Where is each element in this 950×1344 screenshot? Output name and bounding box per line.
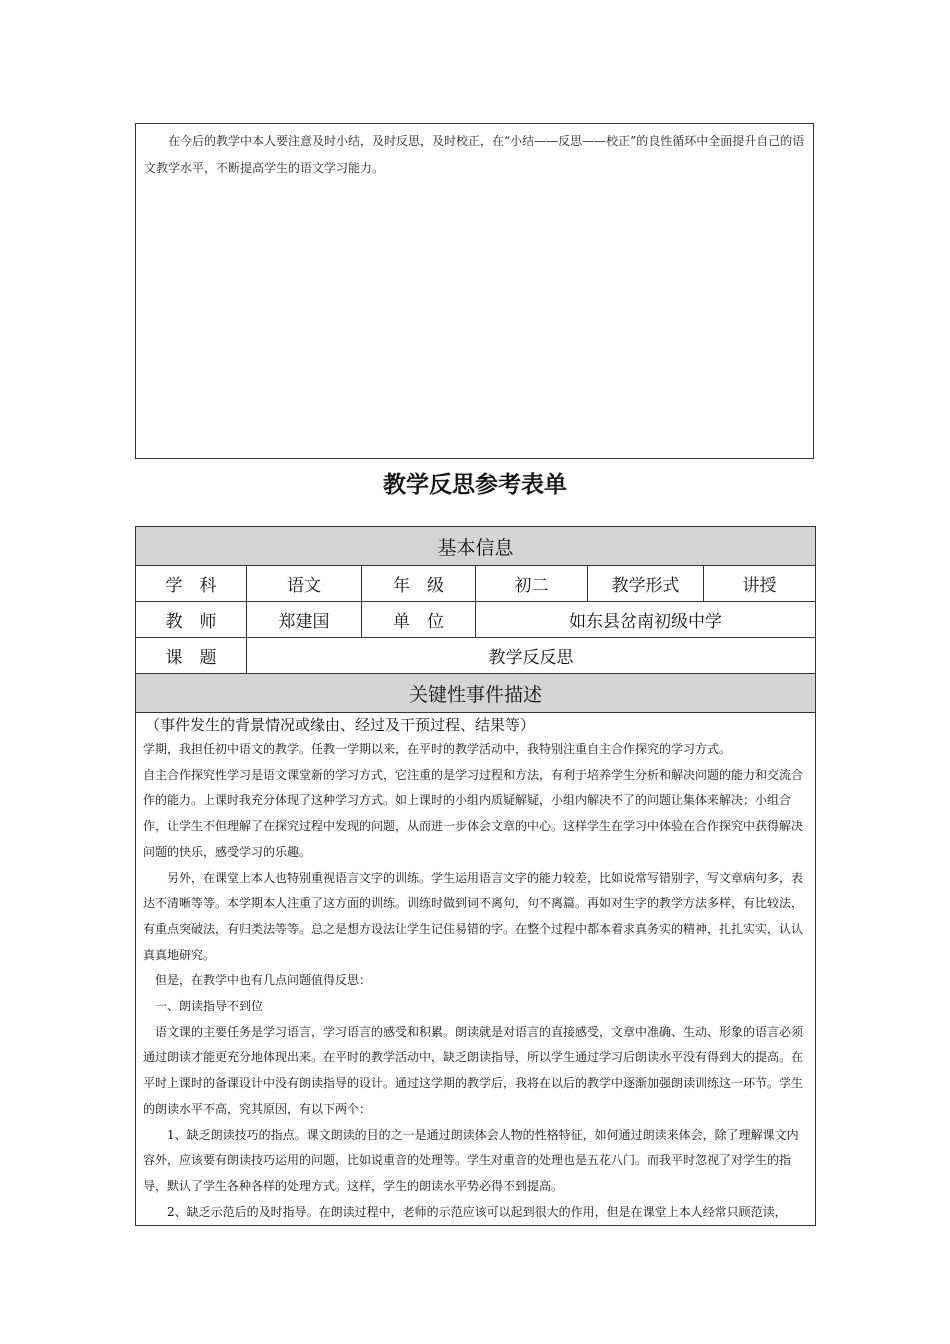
paragraph: 2、缺乏示范后的及时指导。在朗读过程中，老师的示范应该可以起到很大的作用，但是在课堂上本人经常只顾范读，: [167, 1204, 787, 1219]
topic-value: 教学反反思: [247, 638, 816, 674]
grade-label: 年 级: [362, 566, 476, 602]
subject-value: 语文: [247, 566, 362, 602]
section-heading: 一、朗读指导不到位: [155, 999, 264, 1014]
teaching-mode-value: 讲授: [704, 566, 816, 602]
reflection-conclusion-box: [135, 123, 814, 459]
teacher-value: 郑建国: [247, 602, 362, 638]
teaching-mode-label: 教学形式: [588, 566, 704, 602]
unit-value: 如东县岔南初级中学: [476, 602, 816, 638]
paragraph: 自主合作探究性学习是语文课堂新的学习方式，它注重的是学习过程和方法，有利于培养学生分析和解决问题的能力和交流合作的能力。上课时我充分体现了这种学习方式。如上课时的小组内质疑解疑，小组内解决不了的问题让集体来解决；小组合作，让学生不但理解了在探究过程中发现的问题，从而进一步体会文章的中心。这样学生在学习中体验在合作探究中获得解决问题的快乐，感受学习的乐趣。: [143, 767, 804, 859]
key-event-subtitle: （事件发生的背景情况或缘由、经过及干预过程、结果等）: [145, 716, 536, 734]
form-title: 教学反思参考表单: [383, 472, 567, 498]
paragraph: 另外，在课堂上本人也特别重视语言文字的训练。学生运用语言文字的能力较差，比如说常写错别字，写文章病句多，表达不清晰等等。本学期本人注重了这方面的训练。训练时做到词不离句，句不离篇。再如对生字的教学方法多样，有比较法，有重点突破法，有归类法等等。总之是想方设法让学生记住易错的字。在整个过程中都本着求真务实的精神，扎扎实实，认认真真地研究。: [143, 870, 804, 962]
grade-value: 初二: [476, 566, 588, 602]
paragraph: 语文课的主要任务是学习语言，学习语言的感受和积累。朗读就是对语言的直接感受，文章中准确、生动、形象的语言必须通过朗读才能更充分地体现出来。在平时的教学活动中，缺乏朗读指导，所以学生通过学习后朗读水平没有得到大的提高。在平时上课时的备课设计中没有朗读指导的设计。通过这学期的教学后，我将在以后的教学中逐渐加强朗读训练这一环节。学生的朗读水平不高，究其原因，有以下两个：: [143, 1024, 804, 1116]
teacher-label: 教 师: [136, 602, 247, 638]
subject-label: 学 科: [136, 566, 247, 602]
key-event-description: [136, 713, 816, 1226]
paragraph: 但是，在教学中也有几点问题值得反思：: [155, 973, 372, 988]
key-event-header: 关键性事件描述: [136, 674, 816, 713]
topic-label: 课 题: [136, 638, 247, 674]
conclusion-paragraph: 在今后的教学中本人要注意及时小结，及时反思，及时校正，在“小结——反思——校正”的良性循环中全面提升自己的语文教学水平，不断提高学生的语文学习能力。: [144, 134, 805, 175]
paragraph: 学期，我担任初中语文的教学。任教一学期以来，在平时的教学活动中，我特别注重自主合作探究的学习方式。: [143, 742, 732, 756]
unit-label: 单 位: [362, 602, 476, 638]
paragraph: 1、缺乏朗读技巧的指点。课文朗读的目的之一是通过朗读体会人物的性格特征，如何通过朗读来体会，除了理解课文内容外，应该要有朗读技巧运用的问题，比如说重音的处理等。学生对重音的处理也是五花八门。而我平时忽视了对学生的指导，默认了学生各种各样的处理方式。这样，学生的朗读水平势必得不到提高。: [143, 1127, 799, 1193]
basic-info-header: 基本信息: [136, 527, 816, 566]
reflection-form-table: [135, 526, 816, 1226]
